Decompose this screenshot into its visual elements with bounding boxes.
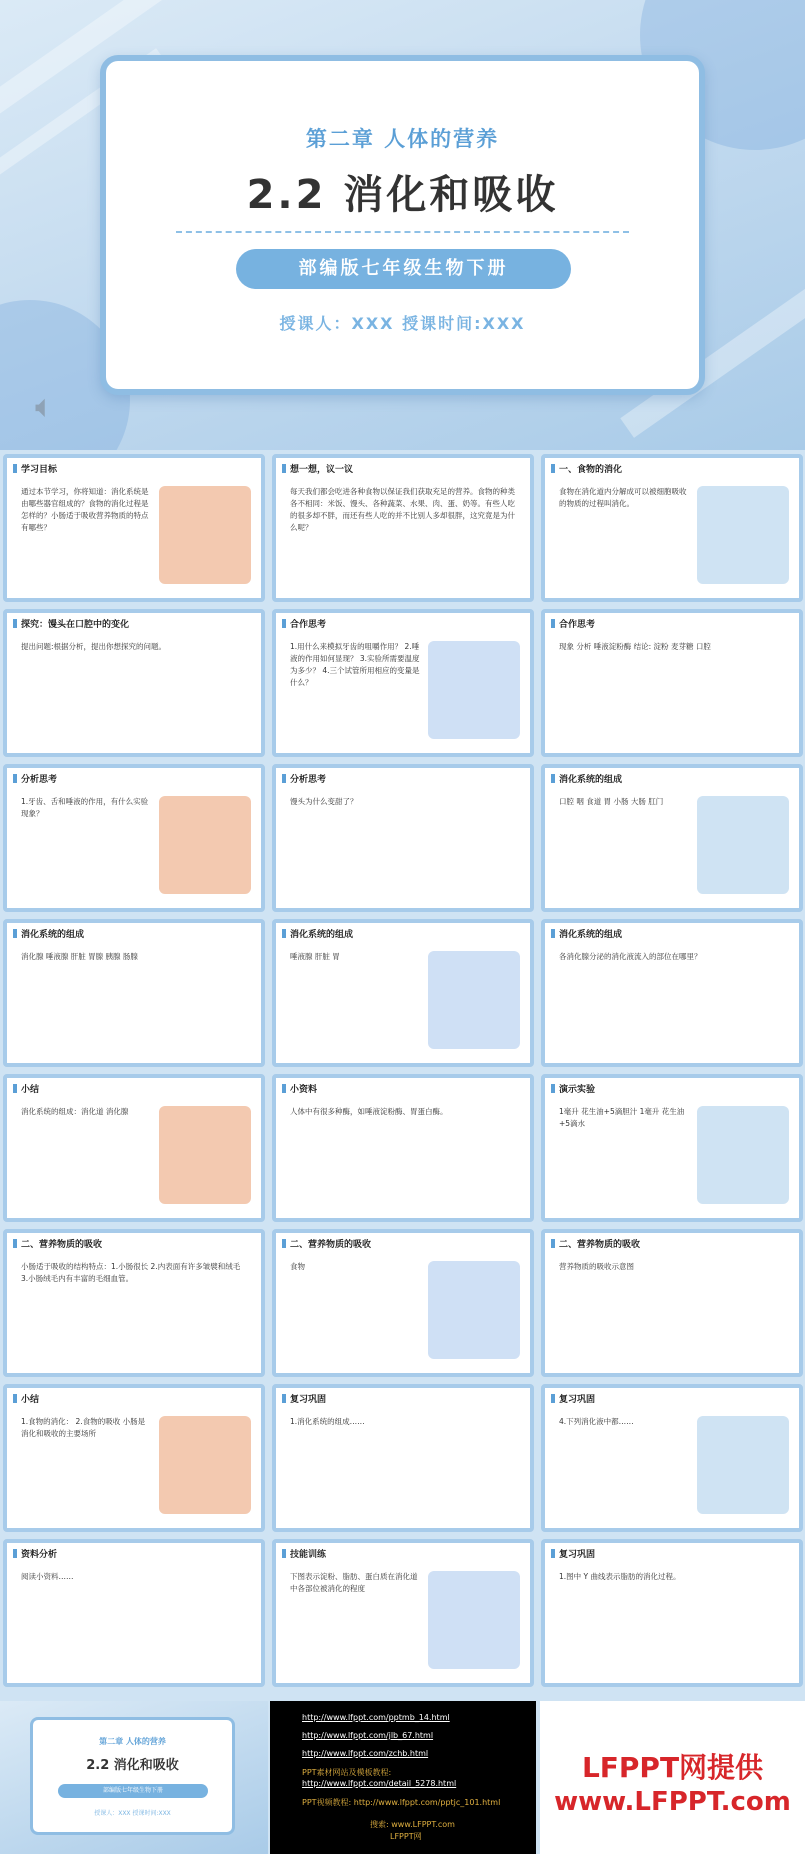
slide-thumb[interactable]	[541, 764, 803, 912]
slide-text: 现象 分析 唾液淀粉酶 结论: 淀粉 麦芽糖 口腔	[559, 642, 711, 651]
slide-thumb[interactable]	[3, 454, 265, 602]
slide-text: 馒头为什么变甜了？	[290, 797, 358, 806]
slide-thumb[interactable]	[3, 764, 265, 912]
slide-thumb[interactable]	[272, 764, 534, 912]
slide-thumb[interactable]	[541, 1539, 803, 1687]
slide-title: 复习巩固	[551, 1392, 595, 1405]
slide-title: 消化系统的组成	[13, 927, 84, 940]
divider	[176, 231, 629, 233]
slide-illustration	[697, 1416, 789, 1514]
mini-cover-thumb	[0, 1701, 268, 1854]
slide-title: 消化系统的组成	[551, 927, 622, 940]
slide-title: 合作思考	[551, 617, 595, 630]
link-4[interactable]: http://www.lfppt.com/detail_5278.html	[302, 1779, 457, 1788]
slide-text: 唾液腺 肝脏 胃	[290, 952, 340, 961]
slide-text: 1.食物的消化： 2.食物的吸收 小肠是消化和吸收的主要场所	[21, 1417, 146, 1438]
slide-text: 小肠适于吸收的结构特点：1.小肠很长 2.内表面有许多皱襞和绒毛 3.小肠绒毛内有丰富的毛细血管。	[21, 1262, 241, 1283]
slide-title: 消化系统的组成	[282, 927, 353, 940]
link-label: PPT素材网站及模板教程:	[302, 1768, 392, 1777]
links-panel	[270, 1701, 536, 1854]
slide-text: 下图表示淀粉、脂肪、蛋白质在消化道中各部位被消化的程度	[290, 1572, 418, 1593]
slide-title: 分析思考	[282, 772, 326, 785]
slide-thumb[interactable]	[541, 609, 803, 757]
slide-illustration	[428, 951, 520, 1049]
slide-thumb[interactable]	[272, 1229, 534, 1377]
slide-title: 学习目标	[13, 462, 57, 475]
slide-thumb[interactable]	[3, 1384, 265, 1532]
slide-illustration	[159, 486, 251, 584]
slide-title: 二、营养物质的吸收	[551, 1237, 640, 1250]
mini-edition: 部编版七年级生物下册	[58, 1784, 208, 1798]
link-5[interactable]: PPT视频教程: http://www.lfppt.com/pptjc_101.html	[302, 1798, 501, 1807]
slide-text: 4.下列消化液中都……	[559, 1417, 634, 1426]
slide-text: 各消化腺分泌的消化液流入的部位在哪里？	[559, 952, 702, 961]
slide-thumb[interactable]	[272, 609, 534, 757]
slide-text: 营养物质的吸收示意图	[559, 1262, 634, 1271]
slide-text: 消化腺 唾液腺 肝脏 胃腺 胰腺 肠腺	[21, 952, 138, 961]
mini-title: 2.2 消化和吸收	[86, 1758, 179, 1773]
slide-title: 分析思考	[13, 772, 57, 785]
slide-illustration	[428, 1261, 520, 1359]
slide-text: 食物	[290, 1262, 305, 1271]
slide-thumb[interactable]	[541, 1384, 803, 1532]
slide-title: 一、食物的消化	[551, 462, 622, 475]
slide-thumb[interactable]	[3, 1539, 265, 1687]
slide-thumb[interactable]	[3, 1229, 265, 1377]
slide-title: 探究：馒头在口腔中的变化	[13, 617, 129, 630]
slide-text: 提出问题:根据分析，提出你想探究的问题。	[21, 642, 167, 651]
brand-panel	[540, 1701, 805, 1854]
slide-text: 1.牙齿、舌和唾液的作用，有什么实验现象？	[21, 797, 149, 818]
slide-text: 1.用什么来模拟牙齿的咀嚼作用？ 2.唾液的作用如何显现？ 3.实验所需要温度为多少？ 4.三个试管所用相应的变量是什么？	[290, 642, 420, 687]
slide-illustration	[428, 1571, 520, 1669]
cover-card	[100, 55, 705, 395]
search-link[interactable]: 搜索: www.LFPPT.com	[370, 1820, 455, 1829]
slide-title: 二、营养物质的吸收	[13, 1237, 102, 1250]
edition-badge: 部编版七年级生物下册	[236, 249, 571, 289]
slide-illustration	[159, 796, 251, 894]
lesson-title: 2.2 消化和吸收	[246, 172, 559, 218]
slide-text: 1.消化系统的组成……	[290, 1417, 365, 1426]
slide-title: 想一想，议一议	[282, 462, 353, 475]
slide-thumb[interactable]	[272, 1074, 534, 1222]
slide-illustration	[428, 641, 520, 739]
slide-thumb[interactable]	[272, 1384, 534, 1532]
slide-title: 技能训练	[282, 1547, 326, 1560]
mini-chapter: 第二章 人体的营养	[99, 1737, 166, 1746]
link-3[interactable]: http://www.lfppt.com/zchb.html	[302, 1749, 429, 1758]
slide-thumb[interactable]	[541, 1229, 803, 1377]
slide-thumb[interactable]	[541, 454, 803, 602]
slide-title: 小结	[13, 1392, 39, 1405]
slide-title: 复习巩固	[282, 1392, 326, 1405]
slide-thumb[interactable]	[3, 919, 265, 1067]
slide-title: 资料分析	[13, 1547, 57, 1560]
author-line: 授课人：XXX 授课时间:XXX	[279, 314, 526, 333]
slide-title: 二、营养物质的吸收	[282, 1237, 371, 1250]
link-2[interactable]: http://www.lfppt.com/jlb_67.html	[302, 1731, 434, 1740]
slide-text: 食物在消化道内分解成可以被细胞吸收的物质的过程叫消化。	[559, 487, 687, 508]
slide-text: 通过本节学习，你将知道：消化系统是由哪些器官组成的？食物的消化过程是怎样的？小肠适于吸收营养物质的特点有哪些？	[21, 487, 149, 532]
slide-text: 人体中有很多种酶，如唾液淀粉酶、胃蛋白酶。	[290, 1107, 448, 1116]
slide-title: 复习巩固	[551, 1547, 595, 1560]
slide-title: 演示实验	[551, 1082, 595, 1095]
slide-illustration	[697, 486, 789, 584]
slide-thumb[interactable]	[272, 454, 534, 602]
slide-thumb[interactable]	[541, 1074, 803, 1222]
slide-title: 小结	[13, 1082, 39, 1095]
brand-link[interactable]: LFPPT网	[390, 1832, 422, 1841]
slide-illustration	[697, 796, 789, 894]
slide-title: 合作思考	[282, 617, 326, 630]
slide-text: 口腔 咽 食道 胃 小肠 大肠 肛门	[559, 797, 664, 806]
chapter-title: 第二章 人体的营养	[305, 127, 500, 151]
slide-text: 1毫升 花生油+5滴胆汁 1毫升 花生油+5滴水	[559, 1107, 685, 1128]
cover-slide	[0, 0, 805, 450]
slide-thumb[interactable]	[272, 919, 534, 1067]
slide-thumb[interactable]	[272, 1539, 534, 1687]
slide-text: 消化系统的组成：消化道 消化腺	[21, 1107, 129, 1116]
mini-author: 授课人：XXX 授课时间:XXX	[94, 1810, 171, 1817]
slide-thumb[interactable]	[541, 919, 803, 1067]
slide-text: 每天我们都会吃进各种食物以保证我们获取充足的营养。食物的种类各不相同：米饭、馒头、各种蔬菜、水果、肉、蛋、奶等。有些人吃的很多却不胖，而还有些人吃的并不比别人多却很胖，这究竟是为什么呢？	[290, 487, 515, 532]
slide-thumb[interactable]	[3, 1074, 265, 1222]
brand-title: LFPPT网提供	[581, 1751, 764, 1784]
slide-title: 小资料	[282, 1082, 317, 1095]
link-1[interactable]: http://www.lfppt.com/pptmb_14.html	[302, 1713, 450, 1722]
slide-title: 消化系统的组成	[551, 772, 622, 785]
brand-url: www.LFPPT.com	[554, 1787, 791, 1817]
speaker-icon[interactable]: 🔈︎	[35, 387, 55, 425]
slide-thumb[interactable]	[3, 609, 265, 757]
slide-text: 1.图中 Y 曲线表示脂肪的消化过程。	[559, 1572, 681, 1581]
slide-illustration	[697, 1106, 789, 1204]
slide-text: 阅读小资料……	[21, 1572, 74, 1581]
slide-illustration	[159, 1106, 251, 1204]
slide-illustration	[159, 1416, 251, 1514]
